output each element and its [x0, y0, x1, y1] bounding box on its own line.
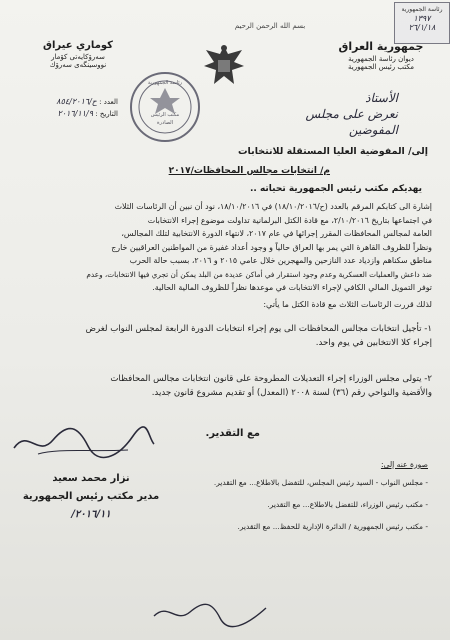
body-line: إشارة الى كتابكم المرقم بالعدد (ح/١٨/١٠/٢٠١٦) في ١٨/١٠/٢٠١٦، نود أن نبين أن الرئاسات الثلاث — [114, 202, 432, 211]
receipt-stamp-line1: رئاسة الجمهورية — [401, 6, 443, 13]
body-line: ونظراً للظروف القاهرة التي يمر بها العراق حالياً و وجود أعداد غفيرة من المواطنين العراقيين خارج — [111, 242, 432, 252]
seal-top-text: رئاسة الجمهورية — [147, 80, 183, 86]
decision-intro: لذلك قررت الرئاسات الثلاث مع قادة الكتل ما يأتي: — [263, 300, 432, 309]
body-line: ضد داعش والعمليات العسكرية وعدم وجود استقرار في أماكن عديدة من البلد يمكن أن تجري فيها الانتخابات، وعدم — [86, 269, 432, 279]
body-line: في اجتماعها بتاريخ ٢/١٠/٢٠١٦، مع قادة الكتل البرلمانية تداولت موضوع إجراء الانتخابات — [147, 215, 432, 225]
signature-scribble — [8, 418, 158, 468]
closing: مع التقدير. — [205, 428, 260, 439]
header-dept: مكتب رئيس الجمهورية — [348, 63, 414, 71]
handwritten-note-line3: المفوضين — [348, 123, 398, 137]
eagle-emblem-icon — [198, 40, 250, 90]
body-line: العامة لمجالس المحافظات المقرر إجرائها في عام ٢٠١٧، لانتهاء الدورة الانتخابية لتلك المجالس، — [121, 229, 432, 238]
header-left — [18, 40, 138, 69]
handwritten-note-line2: نعرض على مجلس — [305, 107, 398, 121]
ref-label: العدد : — [99, 98, 118, 106]
header-left-office: سەرۆكايەتی كۆمار — [51, 53, 105, 61]
receipt-stamp-line3: ٢٦/١/١٨ — [408, 23, 436, 32]
body-line: مناطق سكناهم وازدياد عدد النازحين والمهجرين خلال عامي ٢٠١٥ و ٢٠١٦، بسبب حالة الحرب — [129, 256, 432, 265]
header-republic: جمهورية العراق — [338, 40, 424, 53]
signatory-name: نزار محمد سعيد — [52, 473, 130, 484]
header-right — [326, 40, 436, 71]
receipt-stamp-line2: ١٣٩٧ — [413, 14, 431, 23]
cc-heading: صورة عنه إلى: — [380, 460, 428, 469]
cc-item: - مكتب رئيس الجمهورية / الدائرة الإدارية للحفظ... مع التقدير. — [237, 522, 428, 531]
decision-1 — [16, 322, 432, 350]
body-text — [16, 200, 432, 295]
date-value: ٢٠١٦/١١/٩ — [57, 109, 93, 118]
signatory-block — [16, 470, 166, 524]
header-left-dept: نووسینگەی سەرۆك — [49, 61, 107, 69]
signatory-title: مدير مكتب رئيس الجمهورية — [22, 491, 160, 502]
signatory-date: ٢٠١٦/١١/ — [71, 509, 111, 520]
decision-1-line1: ١- تأجيل انتخابات مجالس المحافظات الى يوم إجراء انتخابات الدورة الرابعة لمجلس النواب لغرض — [85, 324, 432, 334]
body-line: توفر التمويل المالي الكافي لإجراء الانتخابات في موعدها نظراً للظروف المالية الحالية. — [152, 283, 432, 292]
ref-value: ح/٨٥٤/٢٠١٦ — [56, 97, 97, 106]
handwritten-note-line1: الأستاذ — [365, 91, 398, 105]
decision-2-line2: والأقضية والنواحي رقم (٣٦) لسنة ٢٠٠٨ (المعدل) أو تقديم مشروع قانون جديد. — [151, 388, 432, 398]
seal-bottom-text: الصادرة — [156, 120, 174, 126]
greeting: يهديكم مكتب رئيس الجمهورية تحياته .. — [249, 184, 422, 194]
header-office: ديوان رئاسة الجمهورية — [348, 55, 414, 63]
addressee: إلى/ المفوضية العليا المستقلة للانتخابات — [238, 146, 428, 157]
decision-2-line1: ٢- يتولى مجلس الوزراء إجراء التعديلات المطروحة على قانون انتخابات مجالس المحافظات — [110, 374, 432, 384]
subject: م/ انتخابات مجالس المحافظات/٢٠١٧ — [168, 166, 330, 176]
receipt-stamp — [394, 2, 450, 44]
reference-block — [8, 96, 118, 120]
handwritten-note — [288, 90, 398, 138]
cc-item: - مكتب رئيس الوزراء، للتفضل بالاطلاع... مع التقدير. — [267, 500, 428, 509]
header-left-republic: كوماري عيراق — [43, 40, 113, 51]
bismillah: بسم الله الرحمن الرحيم — [234, 22, 306, 30]
cc-item: - مجلس النواب - السيد رئيس المجلس، للتفضل بالاطلاع... مع التقدير. — [213, 478, 428, 487]
decision-1-line2: إجراء كلا الانتخابين في يوم واحد. — [315, 338, 432, 348]
date-label: التاريخ : — [95, 110, 118, 118]
decision-2 — [16, 372, 432, 400]
seal-middle-text: مكتب الرئيس — [150, 112, 180, 118]
initials-scribble — [150, 596, 270, 630]
